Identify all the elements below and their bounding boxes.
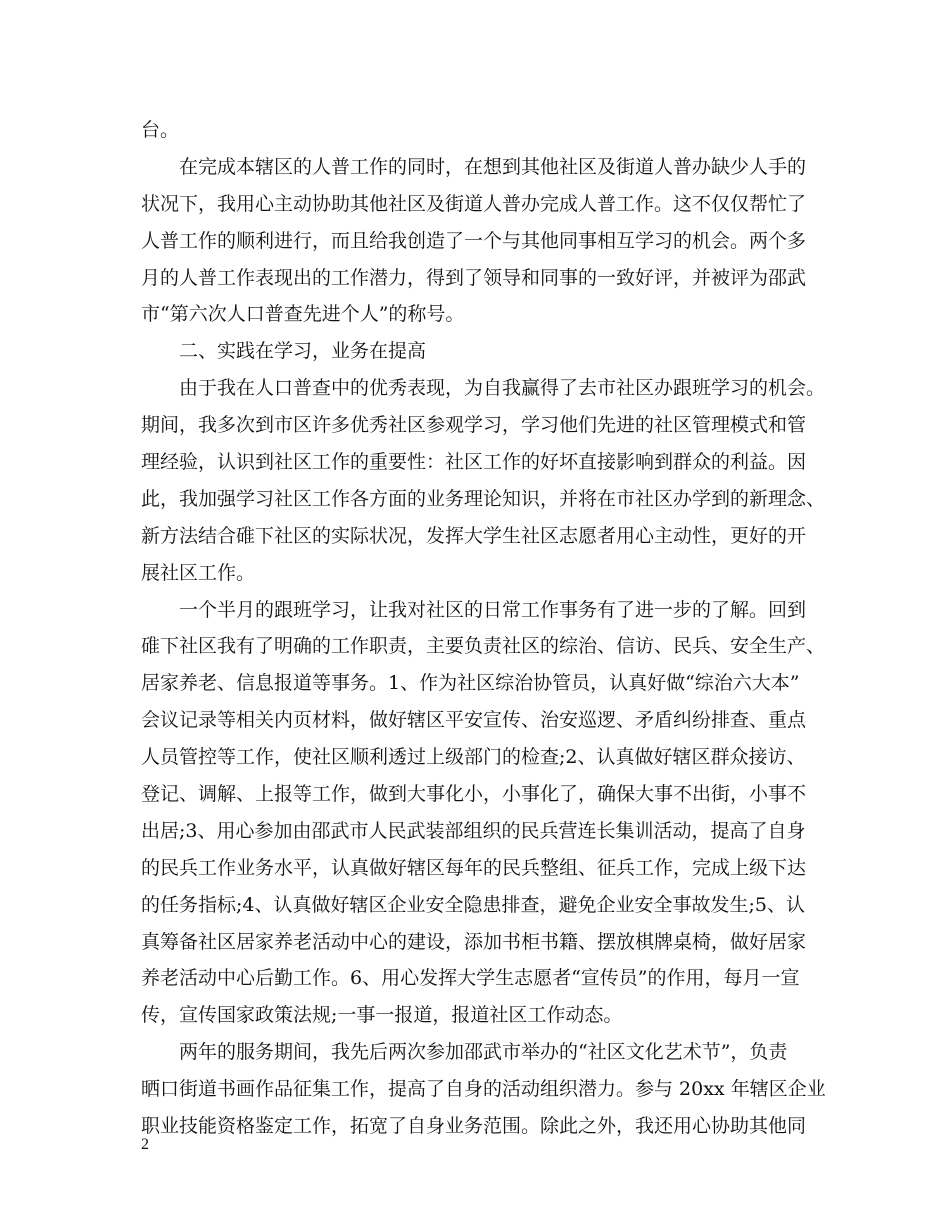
text-line: 展社区工作。: [141, 561, 256, 584]
text-line: 一个半月的跟班学习，让我对社区的日常工作事务有了进一步的了解。回到: [141, 598, 807, 621]
text-line: 真筹备社区居家养老活动中心的建设，添加书柜书籍、摆放棋牌桌椅，做好居家: [141, 930, 807, 953]
text-line: 的任务指标;4、认真做好辖区企业安全隐患排查，避免企业安全事故发生;5、认: [141, 893, 805, 916]
text-line: 状况下，我用心主动协助其他社区及街道人普办完成人普工作。这不仅仅帮忙了: [141, 192, 807, 215]
text-line: 养老活动中心后勤工作。6、用心发挥大学生志愿者“宣传员”的作用，每月一宣: [141, 967, 800, 990]
text-line: 两年的服务期间，我先后两次参加邵武市举办的“社区文化艺术节”，负责: [141, 1041, 788, 1064]
section-heading: 二、实践在学习，业务在提高: [141, 340, 427, 363]
text-line: 新方法结合碓下社区的实际状况，发挥大学生社区志愿者用心主动性，更好的开: [141, 524, 807, 547]
text-line: 人员管控等工作，使社区顺利透过上级部门的检查;2、认真做好辖区群众接访、: [141, 746, 806, 769]
text-line: 碓下社区我有了明确的工作职责，主要负责社区的综治、信访、民兵、安全生产、: [141, 635, 826, 658]
text-line: 此，我加强学习社区工作各方面的业务理论知识，并将在市社区办学到的新理念、: [141, 487, 826, 510]
text-line: 月的人普工作表现出的工作潜力，得到了领导和同事的一致好评，并被评为邵武: [141, 266, 807, 289]
text-line: 晒口街道书画作品征集工作，提高了自身的活动组织潜力。参与 20xx 年辖区企业: [141, 1078, 826, 1101]
text-line: 登记、调解、上报等工作，做到大事化小，小事化了，确保大事不出街，小事不: [141, 783, 807, 806]
text-line: 台。: [141, 119, 180, 141]
text-line: 的民兵工作业务水平，认真做好辖区每年的民兵整组、征兵工作，完成上级下达: [141, 856, 807, 879]
page-number: 2: [141, 1136, 149, 1153]
text-line: 由于我在人口普查中的优秀表现，为自我赢得了去市社区办跟班学习的机会。: [141, 377, 826, 400]
body-text: [141, 112, 831, 1145]
text-line: 会议记录等相关内页材料，做好辖区平安宣传、治安巡逻、矛盾纠纷排查、重点: [141, 709, 807, 732]
text-line: 理经验，认识到社区工作的重要性：社区工作的好坏直接影响到群众的利益。因: [141, 451, 807, 474]
text-line: 人普工作的顺利进行，而且给我创造了一个与其他同事相互学习的机会。两个多: [141, 229, 807, 252]
text-line: 在完成本辖区的人普工作的同时，在想到其他社区及街道人普办缺少人手的: [141, 155, 807, 178]
text-line: 市“第六次人口普查先进个人”的称号。: [141, 303, 465, 326]
text-line: 期间，我多次到市区许多优秀社区参观学习，学习他们先进的社区管理模式和管: [141, 414, 807, 437]
text-line: 职业技能资格鉴定工作，拓宽了自身业务范围。除此之外，我还用心协助其他同: [141, 1115, 807, 1138]
text-line: 出居;3、用心参加由邵武市人民武装部组织的民兵营连长集训活动，提高了自身: [141, 819, 806, 842]
text-line: 传，宣传国家政策法规;一事一报道，报道社区工作动态。: [141, 1004, 623, 1027]
text-line: 居家养老、信息报道等事务。1、作为社区综治协管员，认真好做“综治六大本”: [141, 672, 800, 695]
